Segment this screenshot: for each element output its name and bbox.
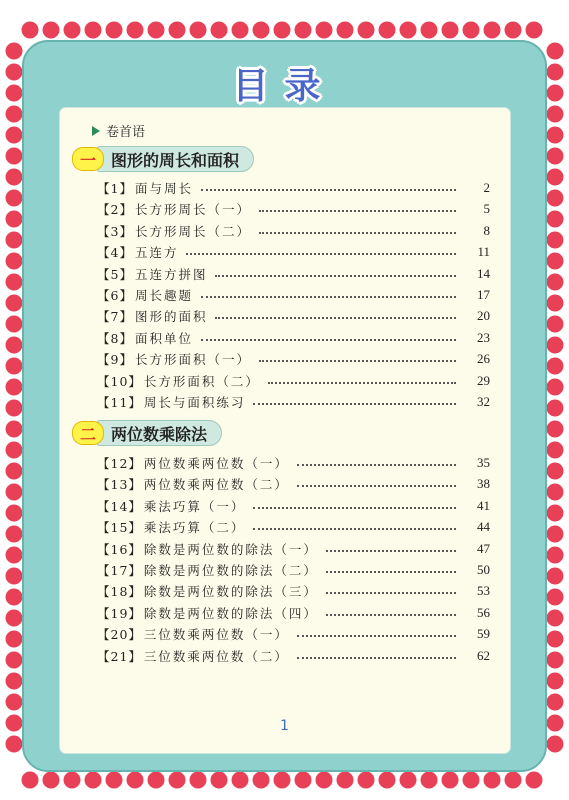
entry-page: 2 <box>483 180 490 195</box>
preface-label: 卷首语 <box>106 125 146 140</box>
toc-entry[interactable] <box>97 474 490 494</box>
entry-title: 长方形周长（二） <box>134 223 251 239</box>
entry-number: 【6】 <box>97 288 133 303</box>
dot-leader <box>297 485 456 487</box>
page-number: 1 <box>280 718 289 734</box>
scallop-dot <box>547 358 564 375</box>
scallop-dot <box>22 772 39 789</box>
scallop-dot <box>211 22 228 39</box>
scallop-dot <box>274 772 291 789</box>
scallop-dot <box>106 22 123 39</box>
scallop-dot <box>547 127 564 144</box>
toc-entry[interactable] <box>97 349 490 369</box>
entry-page: 59 <box>477 626 490 642</box>
scallop-dot <box>6 694 23 711</box>
entry-title: 长方形面积（一） <box>134 352 251 368</box>
preface-item[interactable] <box>92 121 145 140</box>
scallop-dot <box>547 547 564 564</box>
scallop-dot <box>22 22 39 39</box>
entry-page: 41 <box>477 497 490 513</box>
toc-entry[interactable] <box>97 242 490 262</box>
entry-page: 23 <box>477 329 490 345</box>
entry-page: 11 <box>477 244 490 260</box>
scallop-dot <box>547 232 564 249</box>
toc-entry[interactable] <box>97 560 490 580</box>
scallop-dot <box>463 772 480 789</box>
entry-page: 5 <box>483 201 490 217</box>
entry-number: 【7】 <box>97 309 133 325</box>
entry-title: 三位数乘两位数（一） <box>143 627 289 643</box>
scallop-dot <box>43 22 60 39</box>
entry-number: 【19】 <box>97 605 142 621</box>
dot-leader <box>201 296 456 298</box>
toc-entry[interactable] <box>97 285 490 305</box>
entry-title: 除数是两位数的除法（一） <box>143 541 318 557</box>
scallop-dot <box>547 400 564 417</box>
scallop-dot <box>6 463 23 480</box>
scallop-dot <box>358 22 375 39</box>
scallop-dot <box>85 772 102 789</box>
toc-entry[interactable] <box>97 453 490 473</box>
scallop-dot <box>6 190 23 207</box>
dot-leader <box>297 464 456 466</box>
scallop-dot <box>85 22 102 39</box>
section-number-badge: 一 <box>72 147 104 171</box>
scallop-dot <box>295 22 312 39</box>
section-heading[interactable] <box>72 146 254 172</box>
entry-title: 除数是两位数的除法（三） <box>143 584 318 600</box>
scallop-dot <box>358 772 375 789</box>
dot-leader <box>259 232 456 234</box>
scallop-dot <box>6 43 23 60</box>
scallop-dot <box>6 400 23 417</box>
scallop-dot <box>148 22 165 39</box>
dot-leader <box>326 614 456 616</box>
entry-page: 47 <box>477 540 490 556</box>
entry-title: 两位数乘两位数（二） <box>143 477 289 493</box>
scallop-dot <box>379 22 396 39</box>
scallop-dot <box>547 589 564 606</box>
entry-number: 【16】 <box>97 541 142 557</box>
scallop-dot <box>547 379 564 396</box>
entry-number: 【5】 <box>97 266 133 282</box>
scallop-dot <box>484 772 501 789</box>
scallop-dot <box>547 526 564 543</box>
entry-number: 【17】 <box>97 563 142 578</box>
scallop-dot <box>337 772 354 789</box>
play-triangle-icon <box>92 126 100 136</box>
scallop-dot <box>6 736 23 753</box>
scallop-dot <box>190 22 207 39</box>
entry-title: 周长趣题 <box>134 288 193 303</box>
entry-number: 【13】 <box>97 477 142 493</box>
dot-leader <box>326 571 456 573</box>
scallop-dot <box>547 694 564 711</box>
scallop-dot <box>106 772 123 789</box>
scallop-dot <box>253 772 270 789</box>
entry-title: 五连方 <box>134 245 179 261</box>
section-title: 两位数乘除法 <box>96 420 222 446</box>
dot-leader <box>186 253 456 255</box>
scallop-dot <box>547 421 564 438</box>
dot-leader <box>268 382 456 384</box>
toc-entry[interactable] <box>97 371 490 391</box>
toc-entry[interactable] <box>97 581 490 601</box>
entry-number: 【8】 <box>97 330 133 346</box>
dot-leader <box>297 657 456 659</box>
scallop-dot <box>547 43 564 60</box>
entry-page: 50 <box>477 562 490 577</box>
entry-title: 除数是两位数的除法（四） <box>143 605 318 621</box>
entry-page: 44 <box>477 519 490 535</box>
scallop-dot <box>6 232 23 249</box>
scallop-dot <box>442 22 459 39</box>
scallop-dot <box>169 772 186 789</box>
scallop-dot <box>547 505 564 522</box>
scallop-dot <box>6 295 23 312</box>
scallop-dot <box>547 211 564 228</box>
entry-page: 53 <box>477 583 490 599</box>
toc-entry[interactable] <box>97 199 490 219</box>
entry-page: 32 <box>477 394 490 409</box>
scallop-dot <box>64 772 81 789</box>
scallop-dot <box>442 772 459 789</box>
scallop-dot <box>547 253 564 270</box>
scallop-dot <box>6 568 23 585</box>
entry-page: 38 <box>477 476 490 492</box>
entry-number: 【10】 <box>97 373 142 389</box>
entry-number: 【4】 <box>97 245 133 261</box>
scallop-dot <box>547 337 564 354</box>
scallop-dot <box>316 772 333 789</box>
scallop-dot <box>127 22 144 39</box>
scallop-dot <box>6 610 23 627</box>
toc-entry[interactable] <box>97 328 490 348</box>
entry-page: 14 <box>477 265 490 281</box>
scallop-dot <box>148 772 165 789</box>
scallop-dot <box>421 22 438 39</box>
scallop-dot <box>6 484 23 501</box>
entry-number: 【9】 <box>97 352 133 368</box>
toc-entry[interactable] <box>97 178 490 198</box>
section-title: 图形的周长和面积 <box>96 146 254 172</box>
entry-number: 【18】 <box>97 584 142 600</box>
entry-number: 【15】 <box>97 520 142 536</box>
entry-page: 62 <box>477 647 490 663</box>
entry-title: 面积单位 <box>134 330 193 346</box>
entry-title: 乘法巧算（一） <box>143 498 246 514</box>
dot-leader <box>259 360 456 362</box>
scallop-dot <box>547 610 564 627</box>
scallop-dot <box>295 772 312 789</box>
scallop-dot <box>547 274 564 291</box>
scallop-dot <box>6 169 23 186</box>
scallop-dot <box>6 379 23 396</box>
entry-number: 【2】 <box>97 202 133 218</box>
scallop-dot <box>190 772 207 789</box>
scallop-dot <box>547 736 564 753</box>
entry-page: 35 <box>477 455 490 470</box>
dot-leader <box>215 275 456 277</box>
dot-leader <box>253 528 456 530</box>
toc-entry[interactable] <box>97 624 490 644</box>
scallop-dot <box>6 337 23 354</box>
scallop-dot <box>379 772 396 789</box>
scallop-dot <box>547 190 564 207</box>
scallop-dot <box>6 652 23 669</box>
dot-leader <box>326 550 456 552</box>
scallop-dot <box>232 772 249 789</box>
entry-title: 长方形面积（二） <box>143 373 260 389</box>
entry-title: 三位数乘两位数（二） <box>143 648 289 664</box>
entry-number: 【1】 <box>97 181 133 196</box>
scallop-dot <box>169 22 186 39</box>
section-number-badge: 二 <box>72 421 104 445</box>
scallop-dot <box>64 22 81 39</box>
scallop-dot <box>43 772 60 789</box>
entry-title: 图形的面积 <box>134 309 208 325</box>
entry-number: 【20】 <box>97 627 142 643</box>
entry-page: 29 <box>477 372 490 388</box>
entry-number: 【11】 <box>97 395 142 410</box>
entry-title: 周长与面积练习 <box>143 395 246 410</box>
scallop-dot <box>484 22 501 39</box>
entry-page: 26 <box>477 351 490 367</box>
scallop-dot <box>6 442 23 459</box>
scallop-dot <box>421 772 438 789</box>
dot-leader <box>253 403 456 405</box>
scallop-dot <box>211 772 228 789</box>
scallop-dot <box>547 673 564 690</box>
scallop-dot <box>547 484 564 501</box>
scallop-dot <box>6 505 23 522</box>
scallop-dot <box>547 463 564 480</box>
scallop-dot <box>6 673 23 690</box>
toc-entry[interactable] <box>97 306 490 326</box>
entry-title: 乘法巧算（二） <box>143 520 246 536</box>
entry-number: 【3】 <box>97 223 133 239</box>
scallop-dot <box>463 22 480 39</box>
scallop-dot <box>547 568 564 585</box>
dot-leader <box>297 635 456 637</box>
entry-number: 【12】 <box>97 456 142 471</box>
scallop-dot <box>6 316 23 333</box>
entry-title: 面与周长 <box>134 181 193 196</box>
scallop-dot <box>505 772 522 789</box>
entry-page: 17 <box>477 287 490 302</box>
entry-title: 除数是两位数的除法（二） <box>143 563 318 578</box>
toc-entry[interactable] <box>97 392 490 412</box>
scallop-dot <box>400 22 417 39</box>
scallop-dot <box>400 772 417 789</box>
scallop-dot <box>547 169 564 186</box>
entry-number: 【14】 <box>97 498 142 514</box>
scallop-dot <box>232 22 249 39</box>
dot-leader <box>215 317 456 319</box>
scallop-dot <box>547 148 564 165</box>
scallop-dot <box>6 631 23 648</box>
toc-entry[interactable] <box>97 646 490 666</box>
scallop-dot <box>127 772 144 789</box>
scallop-dot <box>6 421 23 438</box>
toc-entry[interactable] <box>97 603 490 623</box>
scallop-dot <box>526 772 543 789</box>
scallop-dot <box>505 22 522 39</box>
toc-entry[interactable] <box>97 221 490 241</box>
entry-number: 【21】 <box>97 648 142 664</box>
scallop-dot <box>547 316 564 333</box>
scallop-dot <box>6 148 23 165</box>
toc-entry[interactable] <box>97 496 490 516</box>
entry-title: 两位数乘两位数（一） <box>143 456 289 471</box>
dot-leader <box>201 339 456 341</box>
scallop-dot <box>337 22 354 39</box>
scallop-dot <box>253 22 270 39</box>
section-heading[interactable] <box>72 420 222 446</box>
scallop-dot <box>6 253 23 270</box>
scallop-dot <box>547 652 564 669</box>
scallop-dot <box>6 211 23 228</box>
scallop-dot <box>6 358 23 375</box>
toc-entry[interactable] <box>97 517 490 537</box>
dot-leader <box>201 189 456 191</box>
scallop-dot <box>6 547 23 564</box>
scallop-dot <box>526 22 543 39</box>
dot-leader <box>259 210 456 212</box>
scallop-dot <box>547 631 564 648</box>
dot-leader <box>253 507 456 509</box>
entry-page: 8 <box>483 222 490 238</box>
scallop-dot <box>6 274 23 291</box>
scallop-dot <box>547 442 564 459</box>
scallop-dot <box>316 22 333 39</box>
toc-entry[interactable] <box>97 539 490 559</box>
scallop-dot <box>274 22 291 39</box>
entry-page: 56 <box>477 604 490 620</box>
entry-page: 20 <box>477 308 490 324</box>
toc-entry[interactable] <box>97 264 490 284</box>
scallop-dot <box>6 589 23 606</box>
scallop-dot <box>6 526 23 543</box>
scallop-dot <box>6 127 23 144</box>
entry-title: 长方形周长（一） <box>134 202 251 218</box>
scallop-dot <box>547 295 564 312</box>
entry-title: 五连方拼图 <box>134 266 208 282</box>
page-title: 目录 <box>232 66 337 107</box>
dot-leader <box>326 592 456 594</box>
